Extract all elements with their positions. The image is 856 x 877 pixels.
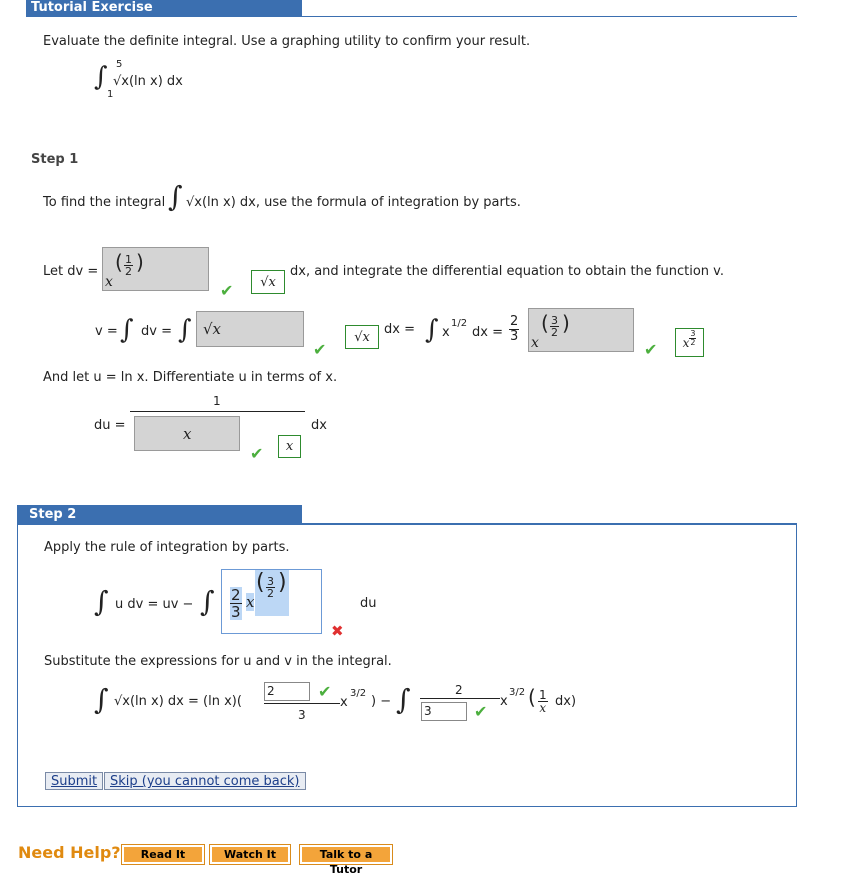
one-over-x: $\frac{1}{x}$ bbox=[539, 688, 547, 715]
x-power-exp: 3/2 bbox=[350, 688, 367, 699]
x-half-exp: 1/2 bbox=[451, 318, 468, 329]
numerator-input[interactable]: 2 bbox=[264, 682, 310, 701]
exp-fraction: $\frac{1}{2}$ bbox=[125, 253, 132, 278]
cross-icon: ✖ bbox=[331, 622, 344, 640]
check-icon: ✔ bbox=[318, 682, 332, 701]
v-equals: v = bbox=[95, 324, 118, 339]
x-power-exp-2: 3/2 bbox=[509, 687, 526, 698]
check-icon: ✔ bbox=[474, 702, 488, 721]
fraction-bar bbox=[130, 411, 305, 412]
check-icon: ✔ bbox=[250, 444, 264, 463]
udv-text: u dv = uv − bbox=[115, 597, 194, 612]
v-result-input[interactable]: x ( $\frac{3}{2}$ ) bbox=[528, 308, 634, 352]
exp-fraction: $\frac{3}{2}$ bbox=[690, 329, 696, 347]
du-label: du = bbox=[94, 418, 126, 433]
fraction-bar bbox=[264, 703, 340, 704]
close-paren: ) bbox=[136, 250, 144, 274]
tutorial-exercise-header: Tutorial Exercise bbox=[26, 0, 302, 17]
check-icon: ✔ bbox=[644, 340, 658, 359]
dv-equals: dv = bbox=[141, 324, 172, 339]
exp-fraction: $\frac{3}{2}$ bbox=[267, 575, 274, 600]
denominator-3: 3 bbox=[298, 708, 306, 722]
integral-sign: ∫ bbox=[425, 315, 439, 345]
x-half-base: x bbox=[442, 325, 450, 340]
read-it-button[interactable]: Read It bbox=[122, 845, 204, 864]
integral-sign: ∫ bbox=[168, 180, 183, 213]
v-result-correct-answer: x $\frac{3}{2}$ bbox=[675, 328, 704, 357]
check-icon: ✔ bbox=[313, 340, 327, 359]
let-dv-label: Let dv = bbox=[43, 264, 99, 279]
step2-text: Apply the rule of integration by parts. bbox=[44, 540, 290, 555]
step1-intro: To find the integral bbox=[43, 195, 166, 210]
x-power: x bbox=[340, 695, 348, 710]
substitute-text: Substitute the expressions for u and v in the integral. bbox=[44, 654, 392, 669]
fraction-bar bbox=[420, 698, 500, 699]
open-paren: ( bbox=[115, 250, 123, 274]
du-input[interactable]: x bbox=[134, 416, 240, 451]
integral-sign: ∫ bbox=[94, 683, 109, 716]
problem-statement: Evaluate the definite integral. Use a graphing utility to confirm your result. bbox=[43, 34, 531, 49]
numerator-2: 2 bbox=[455, 683, 463, 697]
dv-tail-text: dx, and integrate the differential equation to obtain the function v. bbox=[290, 264, 724, 279]
close-paren: ) bbox=[562, 311, 570, 335]
minus-sign: ) − bbox=[371, 694, 392, 709]
dx-equals-2: dx = bbox=[472, 325, 503, 340]
check-icon: ✔ bbox=[220, 281, 234, 300]
du-dx: dx bbox=[311, 418, 327, 433]
integral-sign: ∫ bbox=[200, 585, 215, 618]
open-paren: ( bbox=[541, 311, 549, 335]
header-rule bbox=[302, 16, 797, 17]
dx-equals: dx = bbox=[384, 322, 415, 337]
dx-close: dx) bbox=[555, 694, 577, 709]
talk-to-tutor-button[interactable]: Talk to a Tutor bbox=[300, 845, 392, 864]
close-paren: ) bbox=[278, 570, 287, 595]
integral-sign: ∫ bbox=[120, 315, 134, 345]
lhs-expression: √x(ln x) dx = (ln x)( bbox=[114, 694, 242, 709]
open-paren: ( bbox=[528, 685, 536, 709]
selected-answer-box[interactable]: $\frac{2}{3}$ x ( $\frac{3}{2}$ ) bbox=[221, 569, 322, 634]
exp-fraction: $\frac{3}{2}$ bbox=[551, 314, 558, 339]
step2-label: Step 2 bbox=[17, 505, 302, 524]
need-help-label: Need Help? bbox=[18, 843, 121, 862]
step1-intro-integrand: √x(ln x) dx, use the formula of integration by parts. bbox=[186, 195, 521, 210]
upper-limit: 5 bbox=[116, 59, 123, 70]
dv-correct-answer: √x bbox=[251, 270, 285, 294]
du-text: du bbox=[360, 596, 377, 611]
skip-button[interactable]: Skip (you cannot come back) bbox=[104, 772, 306, 790]
lower-limit: 1 bbox=[107, 89, 114, 100]
du-correct-answer: x bbox=[278, 435, 301, 458]
problem-integrand: √x(ln x) dx bbox=[113, 74, 183, 89]
dv-input[interactable]: x ( $\frac{1}{2}$ ) bbox=[102, 247, 209, 291]
v-input[interactable]: √x bbox=[196, 311, 304, 347]
x-power-2: x bbox=[500, 694, 508, 709]
integral-sign: ∫ bbox=[94, 62, 108, 92]
two-thirds: $\frac{2}{3}$ bbox=[231, 586, 241, 621]
u-text: And let u = ln x. Differentiate u in terms of x. bbox=[43, 370, 338, 385]
two-thirds: $\frac{2}{3}$ bbox=[510, 314, 519, 344]
integral-sign: ∫ bbox=[94, 585, 109, 618]
open-paren: ( bbox=[256, 570, 265, 595]
du-numerator: 1 bbox=[213, 394, 221, 408]
integral-sign: ∫ bbox=[178, 315, 192, 345]
v-correct-answer: √x bbox=[345, 325, 379, 349]
step1-label: Step 1 bbox=[31, 152, 79, 167]
watch-it-button[interactable]: Watch It bbox=[210, 845, 290, 864]
integral-sign: ∫ bbox=[396, 683, 411, 716]
denominator-input[interactable]: 3 bbox=[421, 702, 467, 721]
submit-button[interactable]: Submit bbox=[45, 772, 103, 790]
